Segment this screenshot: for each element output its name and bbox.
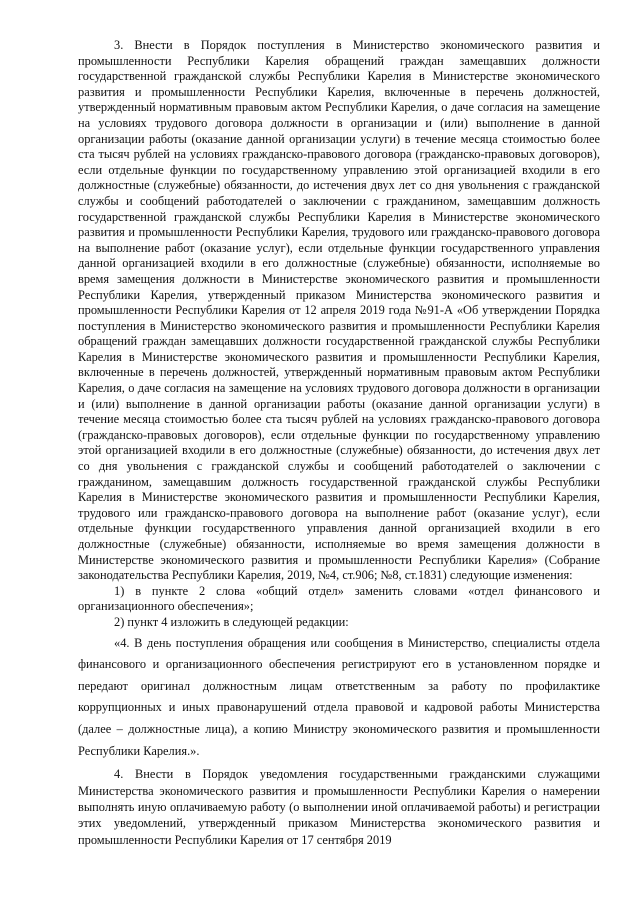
quoted-clause-4: «4. В день поступления обращения или сообщения в Министерство, специалисты отдела финансового и организационного обеспечения регистрируют его в установленном порядке и передают оригинал должностным лицам ответственным за работу по профилактике коррупционных и иных правонарушений отдела правовой и кадровой работы Министерства (далее – должностные лица), а копию Министру экономического развития и промышленности Республики Карелия.». — [78, 635, 600, 758]
amendment-item-2: 2) пункт 4 изложить в следующей редакции: — [114, 614, 349, 629]
paragraph-3: 3. Внести в Порядок поступления в Министерство экономического развития и промышленности Республики Карелия обращений граждан замещавших должности государственной гражданской службы Республики Карелия в Министерстве экономического развития и промышленности Республики Карелия, включенные в перечень должностей, утвержденный нормативным правовым актом Республики Карелия, о даче согласия на замещение на условиях трудового договора должности в организации и (или) выполнение в данной организации работы (оказание данной организации услуги) в течение месяца стоимостью более ста тысяч рублей на условиях гражданско-правового договора (гражданско-правовых договоров), если отдельные функции по государственному управлению этой организацией входили в его должностные (служебные) обязанности, до истечения двух лет со дня увольнения с гражданской службы и сообщений работодателей о заключении с гражданином, замещавшим должность государственной гражданской службы Республики Карелия в Министерстве экономического развития и промышленности Республики Карелия, трудового или гражданско-правового договора на выполнение работ (оказание услуг), если отдельные функции государственного управления данной организацией входили в его должностные (служебные) обязанности, исполняемые во время замещения должности в Министерстве экономического развития и промышленности Республики Карелия, утвержденный приказом Министерства экономического развития и промышленности Республики Карелия от 12 апреля 2019 года №91-А «Об утверждении Порядка поступления в Министерство экономического развития и промышленности Республики Карелия обращений граждан замещавших должности государственной гражданской службы Республики Карелия в Министерстве экономического развития и промышленности Республики Карелия, включенные в перечень должностей, утвержденный нормативным правовым актом Республики Карелия, о даче согласия на замещение на условиях трудового договора должности в организации и (или) выполнение в данной организации работы (оказание данной организации услуги) в течение месяца стоимостью более ста тысяч рублей на условиях гражданско-правового договора (гражданско-правовых договоров), если отдельные функции по государственному управлению этой организацией входили в его должностные (служебные) обязанности, до истечения двух лет со дня увольнения с гражданской службы и сообщений работодателей о заключении с гражданином, замещавшим должность государственной гражданской службы Республики Карелия в Министерстве экономического развития и промышленности Республики Карелия, трудового или гражданско-правового договора на выполнение работ (оказание услуг), если отдельные функции государственного управления данной организацией входили в его должностные (служебные) обязанности, исполняемые во время замещения должности в Министерстве экономического развития и промышленности Республики Карелия» (Собрание законодательства Республики Карелия, 2019, №4, ст.906; №8, ст.1831) следующие изменения: — [78, 38, 600, 583]
amendment-item-1: 1) в пункте 2 слова «общий отдел» заменить словами «отдел финансового и организационного обеспечения»; — [78, 583, 600, 614]
paragraph-4: 4. Внести в Порядок уведомления государственными гражданскими служащими Министерства экономического развития и промышленности Республики Карелия о намерении выполнять иную оплачиваемую работу (о выполнении иной оплачиваемой работы) и регистрации этих уведомлений, утвержденный приказом Министерства экономического развития и промышленности Республики Карелия от 17 сентября 2019 — [78, 767, 600, 847]
document-page — [78, 38, 600, 848]
